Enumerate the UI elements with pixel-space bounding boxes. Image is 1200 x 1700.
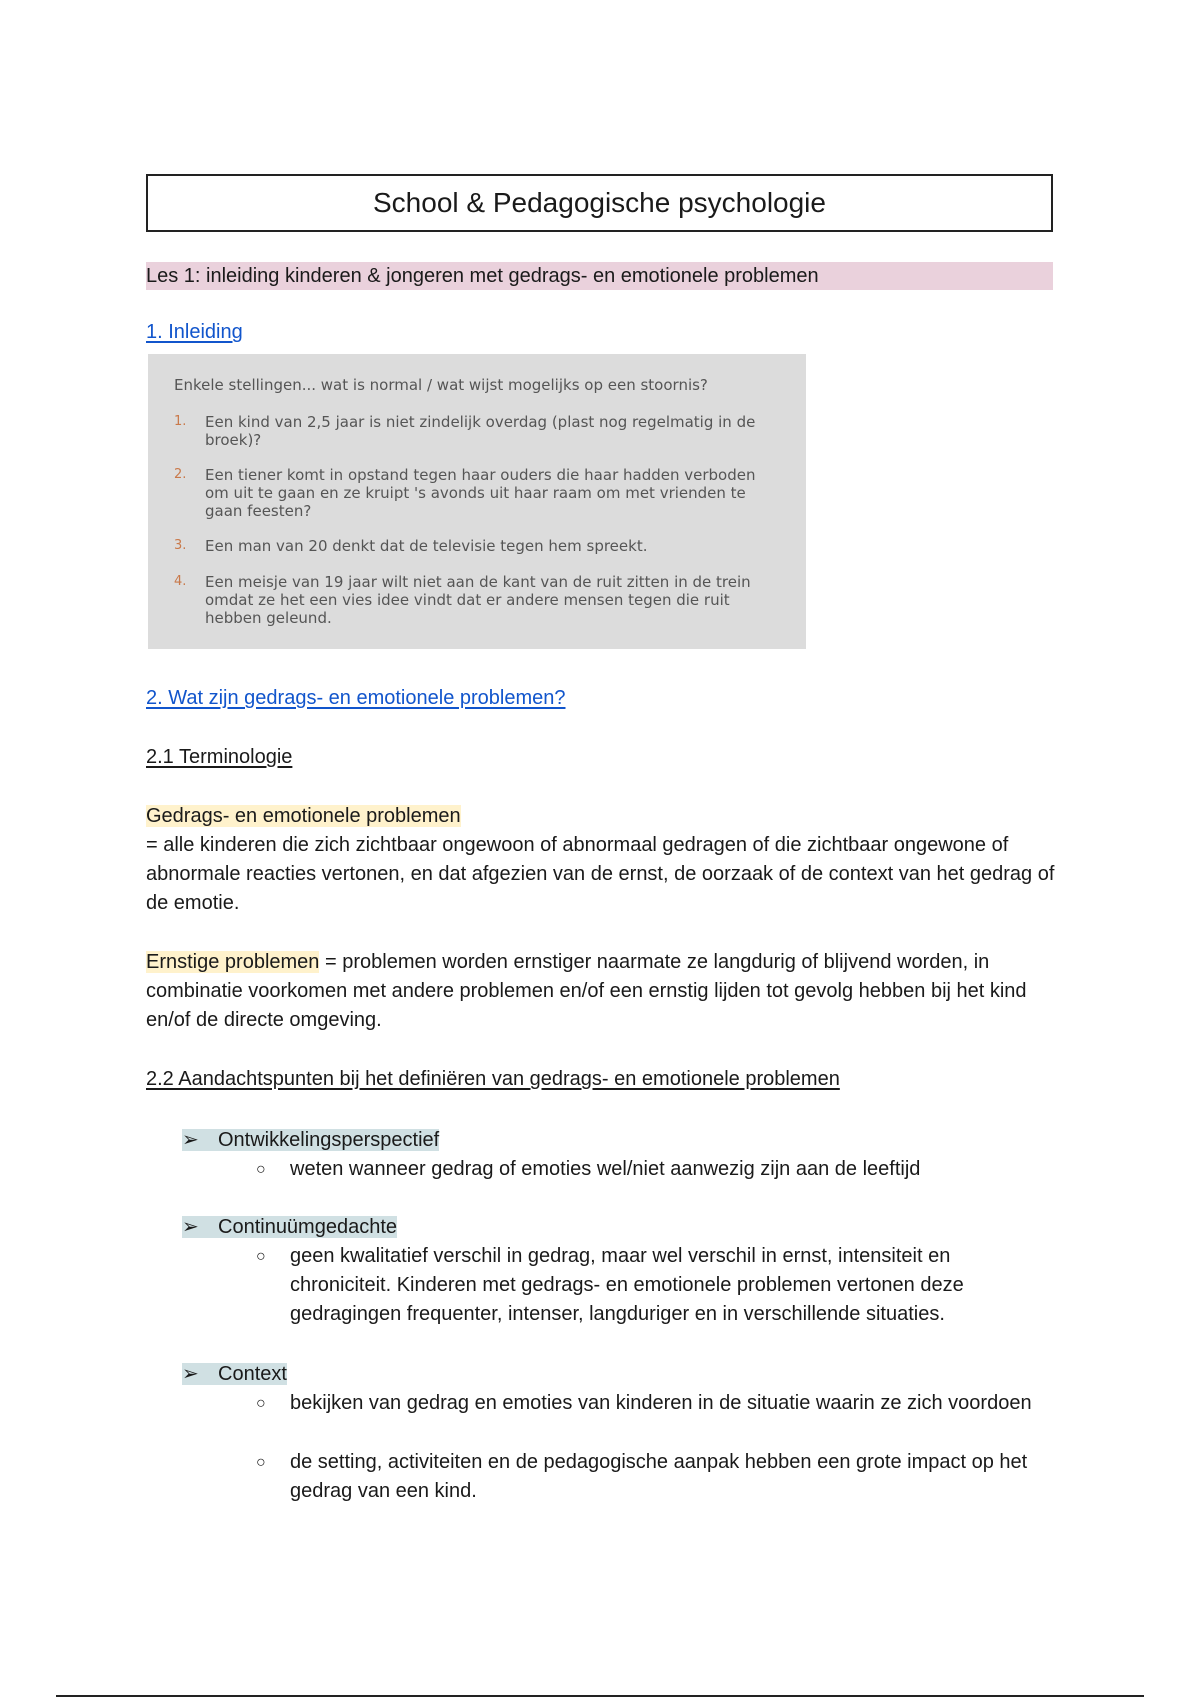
lesson-heading: Les 1: inleiding kinderen & jongeren met gedrags- en emotionele problemen: [146, 262, 1053, 290]
sub-point: ○ de setting, activiteiten en de pedagogische aanpak hebben een grote impact op het gedrag van een kind.: [256, 1448, 1046, 1506]
definition-text: = alle kinderen die zich zichtbaar ongewoon of abnormaal gedragen of die zichtbaar ongewone of abnormale reacties vertonen, en dat afgezien van de ernst, de oorzaak of de context van het gedrag of de emotie.: [146, 834, 1055, 914]
statement-item: 1. Een kind van 2,5 jaar is niet zindelijk overdag (plast nog regelmatig in de broek)?: [174, 413, 756, 449]
section-1-heading[interactable]: 1. Inleiding: [146, 321, 243, 343]
definition-text: = problemen worden ernstiger naarmate ze langdurig of blijvend worden, in combinatie voorkomen met andere problemen en/of een ernstig lijden tot gevolg hebben bij het kind en/of de directe omgeving.: [146, 951, 1027, 1031]
section-2-heading[interactable]: 2. Wat zijn gedrags- en emotionele problemen?: [146, 687, 566, 709]
term-highlight: Gedrags- en emotionele problemen: [146, 805, 461, 827]
arrow-bullet-icon: ➢: [182, 1129, 199, 1151]
statements-intro: Enkele stellingen... wat is normal / wat wijst mogelijks op een stoornis?: [174, 376, 708, 394]
statement-item: 2. Een tiener komt in opstand tegen haar ouders die haar hadden verboden om uit te gaan en ze kruipt 's avonds uit haar raam om met vrienden te gaan feesten?: [174, 466, 756, 520]
subsection-2-1-heading: 2.1 Terminologie: [146, 746, 293, 768]
sub-point: ○ weten wanneer gedrag of emoties wel/niet aanwezig zijn aan de leeftijd: [256, 1155, 1046, 1184]
subsection-2-2-heading: 2.2 Aandachtspunten bij het definiëren van gedrags- en emotionele problemen: [146, 1068, 840, 1090]
statements-image: [148, 354, 806, 649]
point-continuumgedachte: ➢ Continuümgedachte: [182, 1213, 397, 1241]
definition-1: [146, 802, 1056, 918]
circle-bullet-icon: ○: [256, 1395, 266, 1412]
definition-2: [146, 948, 1056, 1035]
term-highlight: Ernstige problemen: [146, 951, 320, 973]
arrow-bullet-icon: ➢: [182, 1363, 199, 1385]
sub-point: ○ bekijken van gedrag en emoties van kinderen in de situatie waarin ze zich voordoen: [256, 1389, 1046, 1418]
sub-point: ○ geen kwalitatief verschil in gedrag, maar wel verschil in ernst, intensiteit en chroniciteit. Kinderen met gedrags- en emotionele problemen vertonen deze gedragingen frequenter, intenser, langduriger en in verschillende situaties.: [256, 1242, 1046, 1329]
statement-item: 4. Een meisje van 19 jaar wilt niet aan de kant van de ruit zitten in de trein omdat ze het een vies idee vindt dat er andere mensen tegen die ruit hebben geleund.: [174, 573, 751, 627]
arrow-bullet-icon: ➢: [182, 1216, 199, 1238]
document-title: School & Pedagogische psychologie: [146, 174, 1053, 232]
point-context: ➢ Context: [182, 1360, 287, 1388]
statement-item: 3. Een man van 20 denkt dat de televisie tegen hem spreekt.: [174, 537, 648, 555]
circle-bullet-icon: ○: [256, 1161, 266, 1178]
point-ontwikkelingsperspectief: ➢ Ontwikkelingsperspectief: [182, 1126, 439, 1154]
page-bottom-rule: [56, 1695, 1144, 1697]
circle-bullet-icon: ○: [256, 1454, 266, 1471]
circle-bullet-icon: ○: [256, 1248, 266, 1265]
